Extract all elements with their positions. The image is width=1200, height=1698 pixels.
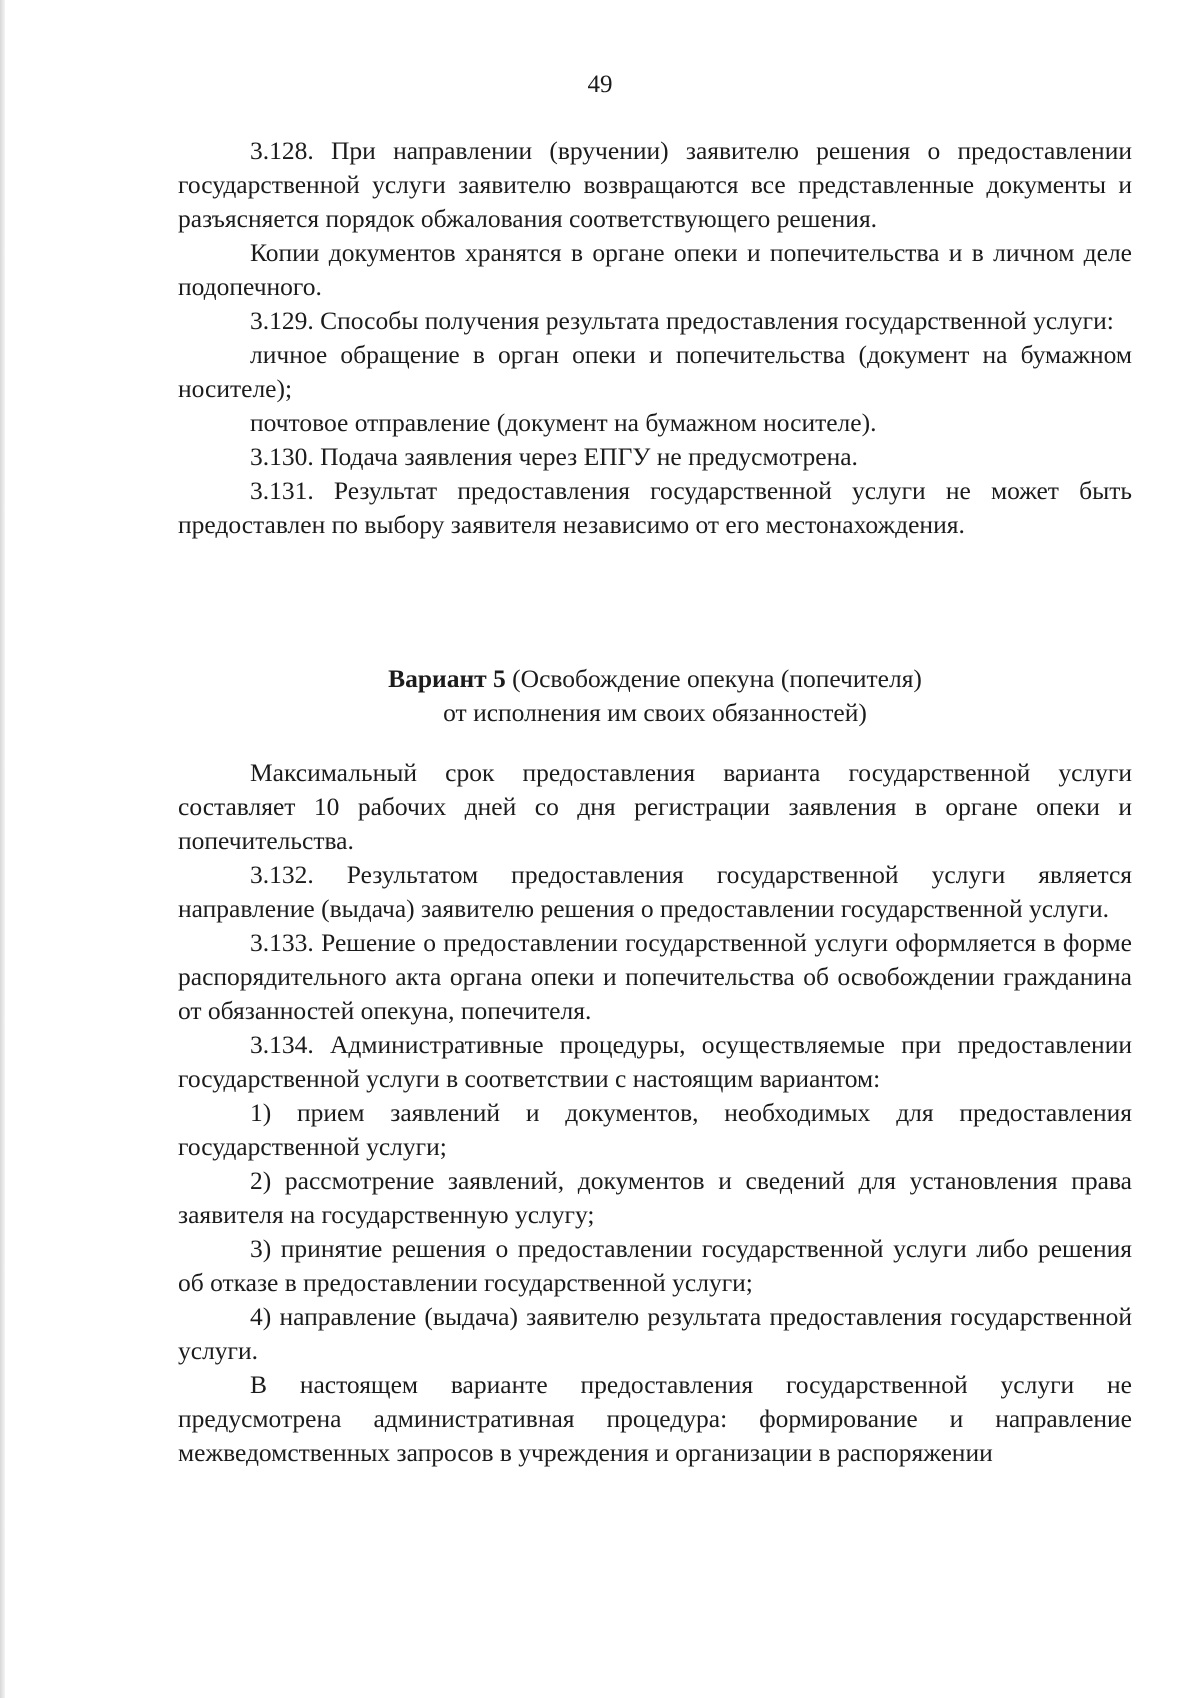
paragraph-3-134: 3.134. Административные процедуры, осуществляемые при предоставлении государственной услуги в соответствии с настоящим вариантом:: [178, 1030, 1132, 1093]
paragraph-no-interagency: В настоящем варианте предоставления государственной услуги не предусмотрена административная процедура: формирование и направление межведомственных запросов в учреждения и организации в распоряжении: [178, 1370, 1132, 1467]
scan-edge: [0, 0, 5, 1698]
paragraph-copies: Копии документов хранятся в органе опеки и попечительства и в личном деле подопечного.: [178, 238, 1132, 301]
paragraph-3-129: 3.129. Способы получения результата предоставления государственной услуги:: [250, 306, 1114, 335]
list-item-3: 3) принятие решения о предоставлении государственной услуги либо решения об отказе в предоставлении государственной услуги;: [178, 1234, 1132, 1297]
variant-heading-line-2: от исполнения им своих обязанностей): [443, 698, 867, 727]
paragraph-3-128: 3.128. При направлении (вручении) заявителю решения о предоставлении государственной услуги заявителю возвращаются все представленные документы и разъясняется порядок обжалования соответствующего решения.: [178, 136, 1132, 233]
variant-heading-rest: (Освобождение опекуна (попечителя): [505, 664, 922, 693]
section-1-text: [178, 134, 1132, 542]
paragraph-personal-visit: личное обращение в орган опеки и попечительства (документ на бумажном носителе);: [178, 340, 1132, 403]
paragraph-3-131: 3.131. Результат предоставления государственной услуги не может быть предоставлен по выбору заявителя независимо от его местонахождения.: [178, 476, 1132, 539]
variant-heading-line-1: [178, 662, 1132, 696]
list-item-2: 2) рассмотрение заявлений, документов и сведений для установления права заявителя на государственную услугу;: [178, 1166, 1132, 1229]
list-item-4: 4) направление (выдача) заявителю результата предоставления государственной услуги.: [178, 1302, 1132, 1365]
section-2-text: [178, 756, 1132, 1470]
page-number: 49: [587, 71, 613, 98]
paragraph-3-132: 3.132. Результатом предоставления государственной услуги является направление (выдача) заявителю решения о предоставлении государственной услуги.: [178, 860, 1132, 923]
list-item-1: 1) прием заявлений и документов, необходимых для предоставления государственной услуги;: [178, 1098, 1132, 1161]
paragraph-3-133: 3.133. Решение о предоставлении государственной услуги оформляется в форме распорядительного акта органа опеки и попечительства об освобождении гражданина от обязанностей опекуна, попечителя.: [178, 928, 1132, 1025]
variant-heading: [178, 662, 1132, 730]
paragraph-3-130: 3.130. Подача заявления через ЕПГУ не предусмотрена.: [250, 442, 858, 471]
variant-heading-bold: Вариант 5: [388, 664, 506, 693]
paragraph-postal: почтовое отправление (документ на бумажном носителе).: [250, 408, 877, 437]
paragraph-max-term: Максимальный срок предоставления варианта государственной услуги составляет 10 рабочих дней со дня регистрации заявления в органе опеки и попечительства.: [178, 758, 1132, 855]
